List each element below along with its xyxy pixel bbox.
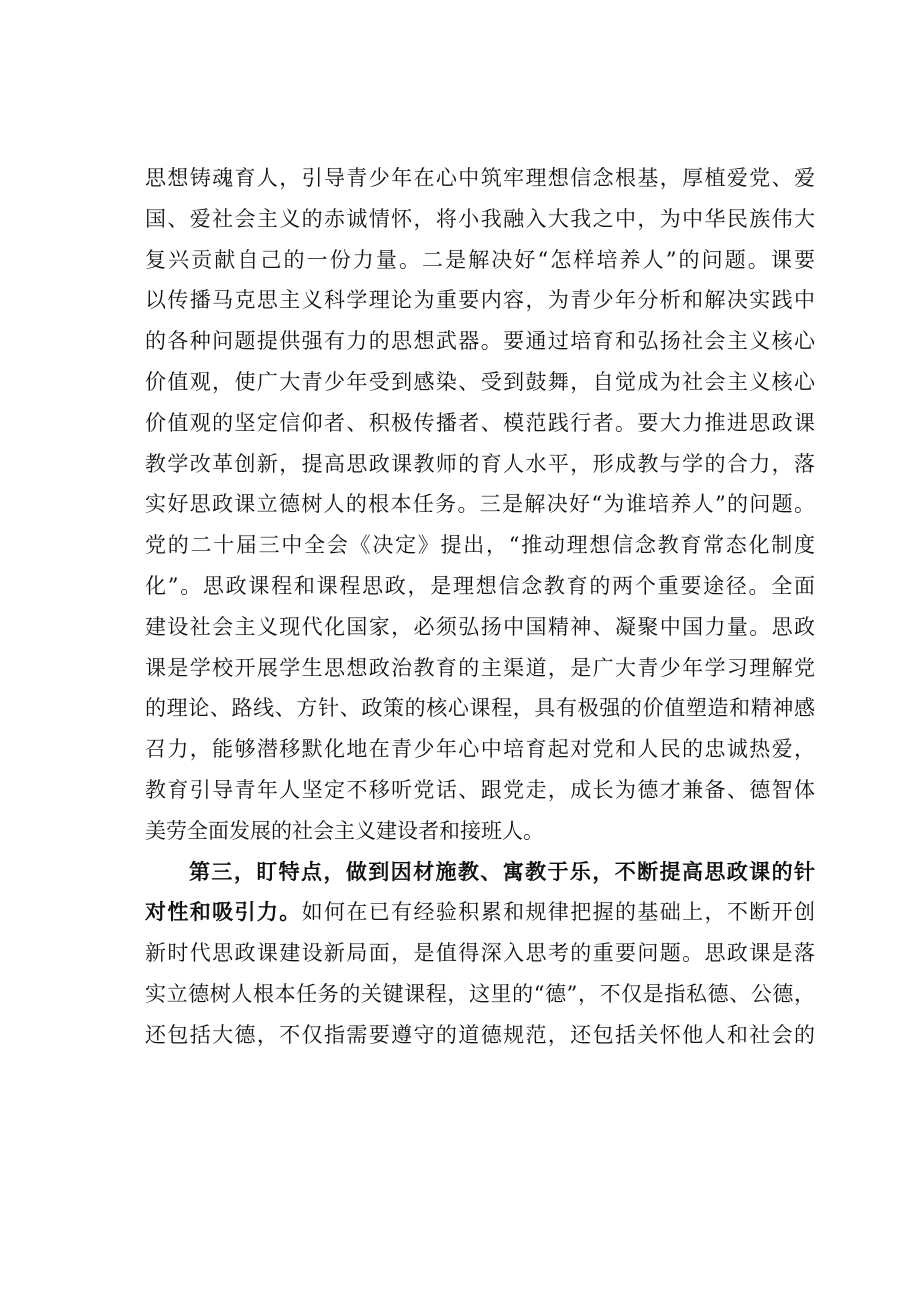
text-line: 价值观，使广大青少年受到感染、受到鼓舞，自觉成为社会主义核心 — [145, 369, 815, 394]
section-heading-tail: 对性和吸引力。 — [145, 899, 302, 925]
text-line: 的各种问题提供强有力的思想武器。要通过培育和弘扬社会主义核心 — [145, 329, 815, 354]
mixed-text-line — [145, 892, 815, 933]
text-line: 国、爱社会主义的赤诚情怀，将小我融入大我之中，为中华民族伟大 — [145, 206, 815, 231]
text-line: 实好思政课立德树人的根本任务。三是解决好“为谁培养人”的问题。 — [145, 492, 815, 517]
text-line: 召力，能够潜移默化地在青少年心中培育起对党和人民的忠诚热爱， — [145, 737, 815, 762]
text-line: 教育引导青年人坚定不移听党话、跟党走，成长为德才兼备、德智体 — [145, 777, 815, 802]
text-line: 以传播马克思主义科学理论为重要内容，为青少年分析和解决实践中 — [145, 288, 815, 313]
section-heading-line: 第三，盯特点，做到因材施教、寓教于乐，不断提高思政课的针 — [189, 858, 815, 884]
text-line: 美劳全面发展的社会主义建设者和接班人。 — [145, 818, 544, 843]
text-line: 实立德树人根本任务的关键课程，这里的“德”，不仅是指私德、公德， — [145, 981, 815, 1006]
text-line: 建设社会主义现代化国家，必须弘扬中国精神、凝聚中国力量。思政 — [145, 614, 815, 639]
text-line: 思想铸魂育人，引导青少年在心中筑牢理想信念根基，厚植爱党、爱 — [145, 166, 815, 190]
text-line: 化”。思政课程和课程思政，是理想信念教育的两个重要途径。全面 — [145, 573, 815, 598]
text-line: 教学改革创新，提高思政课教师的育人水平，形成教与学的合力，落 — [145, 451, 815, 476]
text-line: 的理论、路线、方针、政策的核心课程，具有极强的价值塑造和精神感 — [145, 696, 815, 721]
text-line: 复兴贡献自己的一份力量。二是解决好“怎样培养人”的问题。课要 — [145, 247, 815, 272]
text-line: 价值观的坚定信仰者、积极传播者、模范践行者。要大力推进思政课 — [145, 410, 815, 435]
text-line: 新时代思政课建设新局面，是值得深入思考的重要问题。思政课是落 — [145, 941, 815, 966]
text-line: 党的二十届三中全会《决定》提出，“推动理想信念教育常态化制度 — [145, 533, 815, 558]
text-line: 还包括大德，不仅指需要遵守的道德规范，还包括关怀他人和社会的 — [145, 1022, 815, 1047]
text-line: 课是学校开展学生思想政治教育的主渠道，是广大青少年学习理解党 — [145, 655, 815, 680]
document-body — [145, 158, 815, 1056]
text-segment: 如何在已有经验积累和规律把握的基础上，不断开创 — [301, 900, 815, 925]
